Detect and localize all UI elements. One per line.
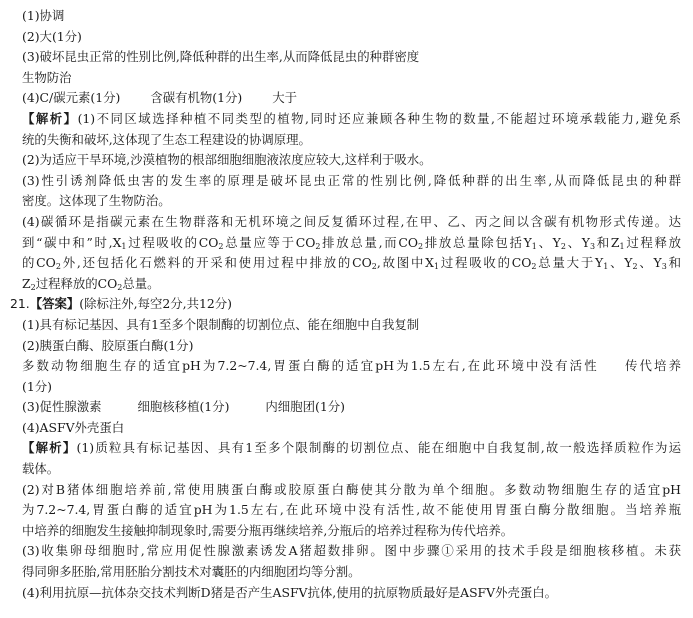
q21-answer-1: (1)具有标记基因、具有1至多个限制酶的切割位点、能在细胞中自我复制 — [22, 316, 420, 332]
q20-explanation-4: (4)碳循环是指碳元素在生物群落和无机环境之间反复循环过程,在甲、乙、丙之间以含碳有机物形式传递。达 — [22, 213, 681, 229]
q21-explanation-3: (3)收集卵母细胞时,常应用促性腺激素诱发A猪超数排卵。图中步骤①采用的技术手段是细胞核移植。未获 — [22, 543, 681, 559]
explanation-tag: 【解析】 — [22, 440, 77, 456]
q20-answer-1: (1)协调 — [22, 8, 65, 23]
q21-answer-4: (4)ASFV外壳蛋白 — [22, 419, 125, 435]
q20-explanation-1: 【解析】(1)不同区域选择种植不同类型的植物,同时还应兼顾各种生物的数量,不能超过环境承载能力,避免系 — [22, 110, 681, 126]
q21-answer-2-cont: 多数动物细胞生存的适宜pH为7.2~7.4,胃蛋白酶的适宜pH为1.5左右,在此环境中没有活性 传代培养 — [22, 358, 681, 374]
q20-explanation-4-line4: $Z_2$过程释放的$CO_2$总量。 — [22, 275, 160, 292]
explanation-tag: 【解析】 — [22, 110, 78, 126]
question-number: 21. — [10, 296, 30, 312]
q20-answer-3-cont: 生物防治 — [22, 69, 72, 85]
q21-explanation-3-cont: 得同卵多胚胎,常用胚胎分割技术对囊胚的内细胞团均等分割。 — [22, 564, 361, 580]
q20-answer-4-part3: 大于 — [272, 90, 298, 106]
answer-scoring-note: (除标注外,每空2分,共12分) — [79, 296, 232, 312]
q21-explanation-1: 【解析】(1)质粒具有标记基因、具有1至多个限制酶的切割位点、能在细胞中自我复制,故一般选择质粒作为运 — [22, 440, 681, 456]
q21-explanation-1-cont: 载体。 — [22, 461, 60, 477]
q20-explanation-3-cont: 密度。这体现了生物防治。 — [22, 193, 171, 209]
q20-explanation-2: (2)为适应干旱环境,沙漠植物的根部细胞细胞液浓度应较大,这样利于吸水。 — [22, 152, 432, 168]
q21-explanation-4: (4)利用抗原—抗体杂交技术判断D猪是否产生ASFV抗体,使用的抗原物质最好是ASFV外壳蛋白。 — [22, 584, 558, 600]
q20-answer-3: (3)破坏昆虫正常的性别比例,降低种群的出生率,从而降低昆虫的种群密度 — [22, 49, 420, 65]
q21-answer-3: (3)促性腺激素 细胞核移植(1分) 内细胞团(1分) — [22, 399, 345, 415]
q20-answer-4-part1: (4)C/碳元素(1分) — [22, 90, 121, 106]
q21-explanation-2-line2: 为7.2~7.4,胃蛋白酶的适宜pH为1.5左右,在此环境中没有活性,故不能使用胃蛋白酶分散细胞。当培养瓶 — [22, 502, 681, 518]
q20-explanation-4-line2: 到“碳中和”时$,X_1$过程吸收的$CO_2$总量应等于$CO_2$排放总量,而$CO_2$排放总量除包括$Y_1$、$Y_2$、$Y_3$和$Z_1$过程释放 — [22, 234, 681, 251]
q20-explanation-3: (3)性引诱剂降低虫害的发生率的原理是破坏昆虫正常的性别比例,降低种群的出生率,从而降低昆虫的种群 — [22, 172, 681, 188]
answer-tag: 【答案】 — [29, 296, 80, 312]
q21-explanation-2: (2)对B猪体细胞培养前,常使用胰蛋白酶或胶原蛋白酶使其分散为单个细胞。多数动物细胞生存的适宜pH — [22, 481, 681, 497]
q20-answer-4-part2: 含碳有机物(1分) — [150, 90, 243, 106]
q20-explanation-4-line3: 的$CO_2$外,还包括化石燃料的开采和使用过程中排放的$CO_2$,故图中$X_1$过程吸收的$CO_2$总量大于$Y_1$、$Y_2$、$Y_3$和 — [22, 255, 681, 272]
q21-header — [10, 294, 681, 315]
q21-answer-2: (2)胰蛋白酶、胶原蛋白酶(1分) — [22, 337, 194, 353]
q20-answer-2: (2)大(1分) — [22, 28, 82, 44]
q21-explanation-2-line3: 中培养的细胞发生接触抑制现象时,需要分瓶再继续培养,分瓶后的培养过程称为传代培养。 — [22, 522, 514, 538]
q20-answer-4 — [22, 88, 681, 109]
q20-explanation-1-cont: 统的失衡和破坏,这体现了生态工程建设的协调原理。 — [22, 131, 311, 147]
q21-answer-2-score: (1分) — [22, 378, 52, 394]
